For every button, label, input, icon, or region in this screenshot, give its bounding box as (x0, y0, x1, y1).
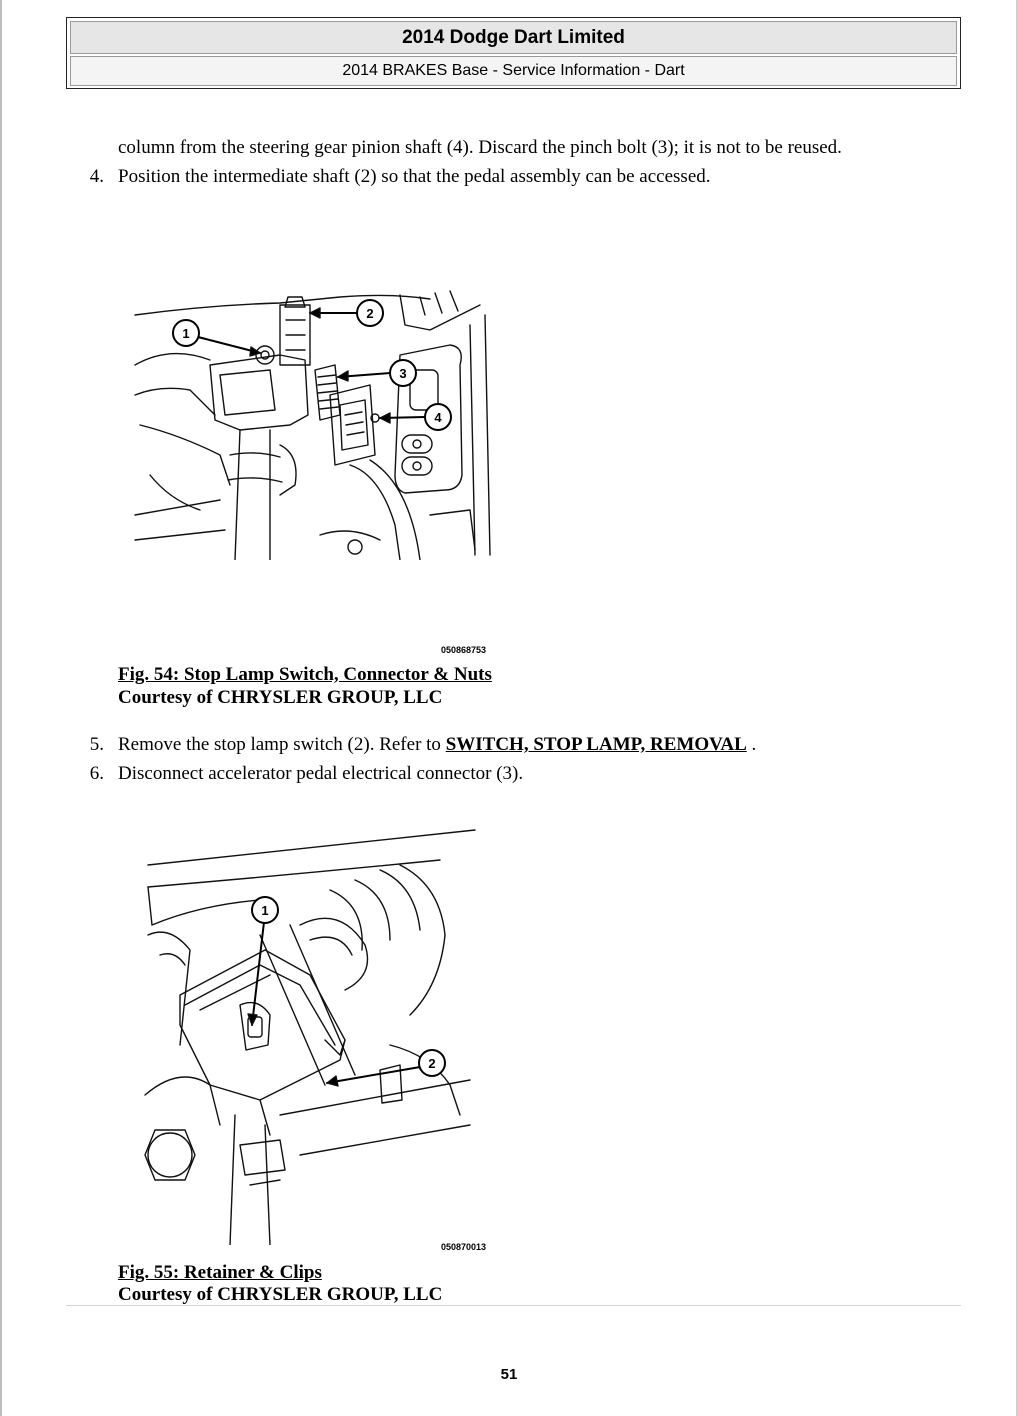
figure-55-code: 050870013 (441, 1242, 487, 1252)
fig54-callout-4: 4 (434, 410, 442, 425)
step-4-text: Position the intermediate shaft (2) so that the pedal assembly can be accessed. (118, 166, 711, 187)
fig55-callout-2: 2 (428, 1056, 436, 1071)
step-5-number: 5. (89, 734, 104, 755)
page-footer-rule (66, 1305, 961, 1306)
figure-55-credit: Courtesy of CHRYSLER GROUP, LLC (118, 1284, 443, 1305)
step-5-text (118, 734, 756, 756)
step-continuation: column from the steering gear pinion shaft (4). Discard the pinch bolt (3); it is not to be reused. (118, 137, 842, 158)
figure-54-title: Fig. 54: Stop Lamp Switch, Connector & Nuts (118, 664, 492, 685)
fig55-callout-1: 1 (261, 903, 269, 918)
page-edge-left (0, 0, 2, 1416)
figure-54-code: 050868753 (441, 645, 487, 655)
step-5-end: . (746, 734, 757, 755)
header-title: 2014 Dodge Dart Limited (70, 21, 957, 54)
switch-stop-lamp-removal-link[interactable]: SWITCH, STOP LAMP, REMOVAL (445, 734, 747, 755)
fig54-callout-2: 2 (366, 306, 374, 321)
fig54-callout-1: 1 (182, 326, 190, 341)
page-number: 51 (500, 1366, 518, 1383)
figure-55-title: Fig. 55: Retainer & Clips (118, 1262, 322, 1283)
figure-54-illustration (130, 285, 495, 560)
figure-54-credit: Courtesy of CHRYSLER GROUP, LLC (118, 687, 443, 708)
fig54-callout-3: 3 (399, 366, 407, 381)
step-4-number: 4. (89, 166, 104, 187)
header-subtitle: 2014 BRAKES Base - Service Information - Dart (70, 56, 957, 86)
step-6-number: 6. (89, 763, 104, 784)
step-5-lead: Remove the stop lamp switch (2). Refer to (118, 734, 441, 755)
step-6-text: Disconnect accelerator pedal electrical connector (3). (118, 763, 524, 784)
figure-55-illustration (140, 825, 485, 1245)
document-header (66, 17, 961, 89)
